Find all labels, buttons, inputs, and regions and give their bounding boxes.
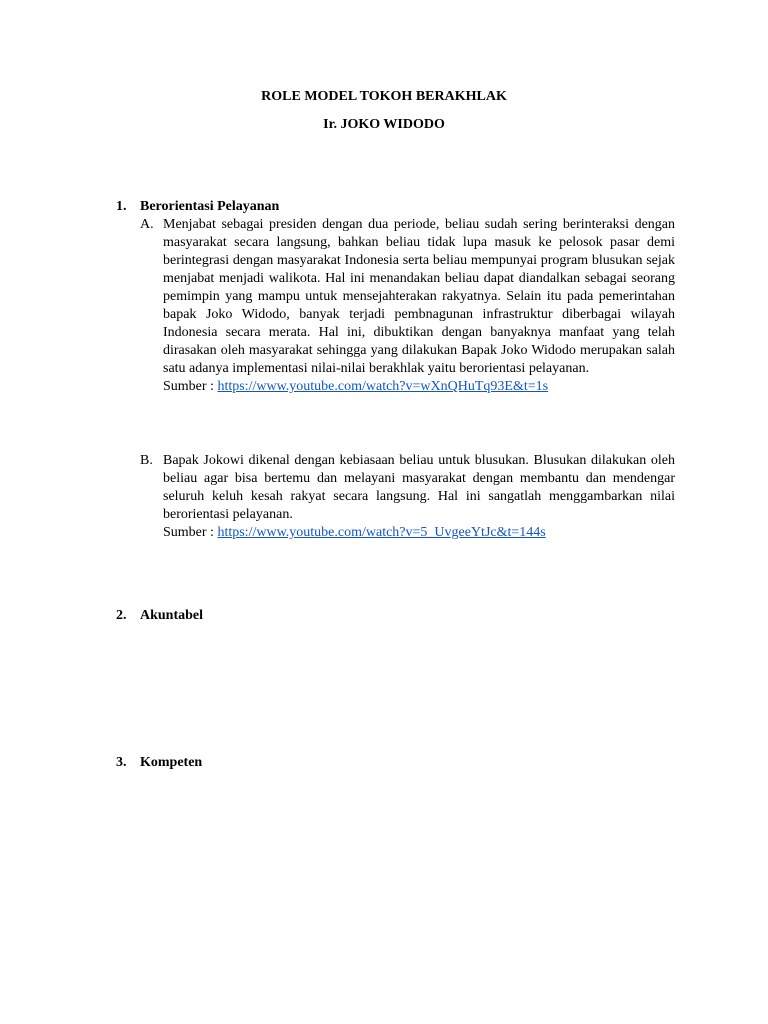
source-line <box>163 524 675 542</box>
item-letter: B. <box>140 453 153 468</box>
list-item-b <box>140 452 675 542</box>
section-kompeten <box>116 754 676 772</box>
section-title: Akuntabel <box>140 608 204 623</box>
section-number: 2. <box>116 608 127 623</box>
source-label: Sumber : <box>163 379 218 394</box>
section-number: 1. <box>116 199 127 214</box>
item-letter: A. <box>140 217 154 232</box>
section-berorientasi-pelayanan <box>116 198 676 216</box>
section-title: Berorientasi Pelayanan <box>140 199 280 214</box>
document-subtitle: Ir. JOKO WIDODO <box>323 117 445 132</box>
source-label: Sumber : <box>163 525 218 540</box>
section-heading <box>116 754 676 772</box>
list-item-a <box>140 216 675 396</box>
section-heading <box>116 607 676 625</box>
item-paragraph: Bapak Jokowi dikenal dengan kebiasaan beliau untuk blusukan. Blusukan dilakukan oleh beliau agar bisa bertemu dan melayani masyarakat dengan membantu dan mendengar seluruh keluh kesah rakyat secara langsung. Hal ini sangatlah menggambarkan nilai berorientasi pelayanan. <box>163 453 675 522</box>
item-paragraph: Menjabat sebagai presiden dengan dua periode, beliau sudah sering berinteraksi dengan masyarakat secara langsung, bahkan beliau tidak lupa masuk ke pelosok pasar demi berintegrasi dengan masyarakat Indonesia serta beliau mempunyai program blusukan sejak menjabat menjadi walikota. Hal ini menandakan beliau dapat diandalkan sebagai seorang pemimpin yang mampu untuk mensejahterakan rakyatnya. Selain itu pada pemerintahan bapak Joko Widodo, banyak terjadi pembnagunan infrastruktur diberbagai wilayah Indonesia secara merata. Hal ini, dibuktikan dengan banyaknya manfaat yang telah dirasakan oleh masyarakat sehingga yang dilakukan Bapak Joko Widodo merupakan salah satu adanya implementasi nilai-nilai berakhlak yaitu berorientasi pelayanan. <box>163 217 675 376</box>
document-title: ROLE MODEL TOKOH BERAKHLAK <box>261 89 507 104</box>
section-number: 3. <box>116 755 127 770</box>
source-link[interactable]: https://www.youtube.com/watch?v=5_UvgeeYtJc&t=144s <box>217 525 546 540</box>
source-line <box>163 378 675 396</box>
section-heading <box>116 198 676 216</box>
section-title: Kompeten <box>140 755 203 770</box>
section-akuntabel <box>116 607 676 625</box>
source-link[interactable]: https://www.youtube.com/watch?v=wXnQHuTq93E&t=1s <box>217 379 549 394</box>
